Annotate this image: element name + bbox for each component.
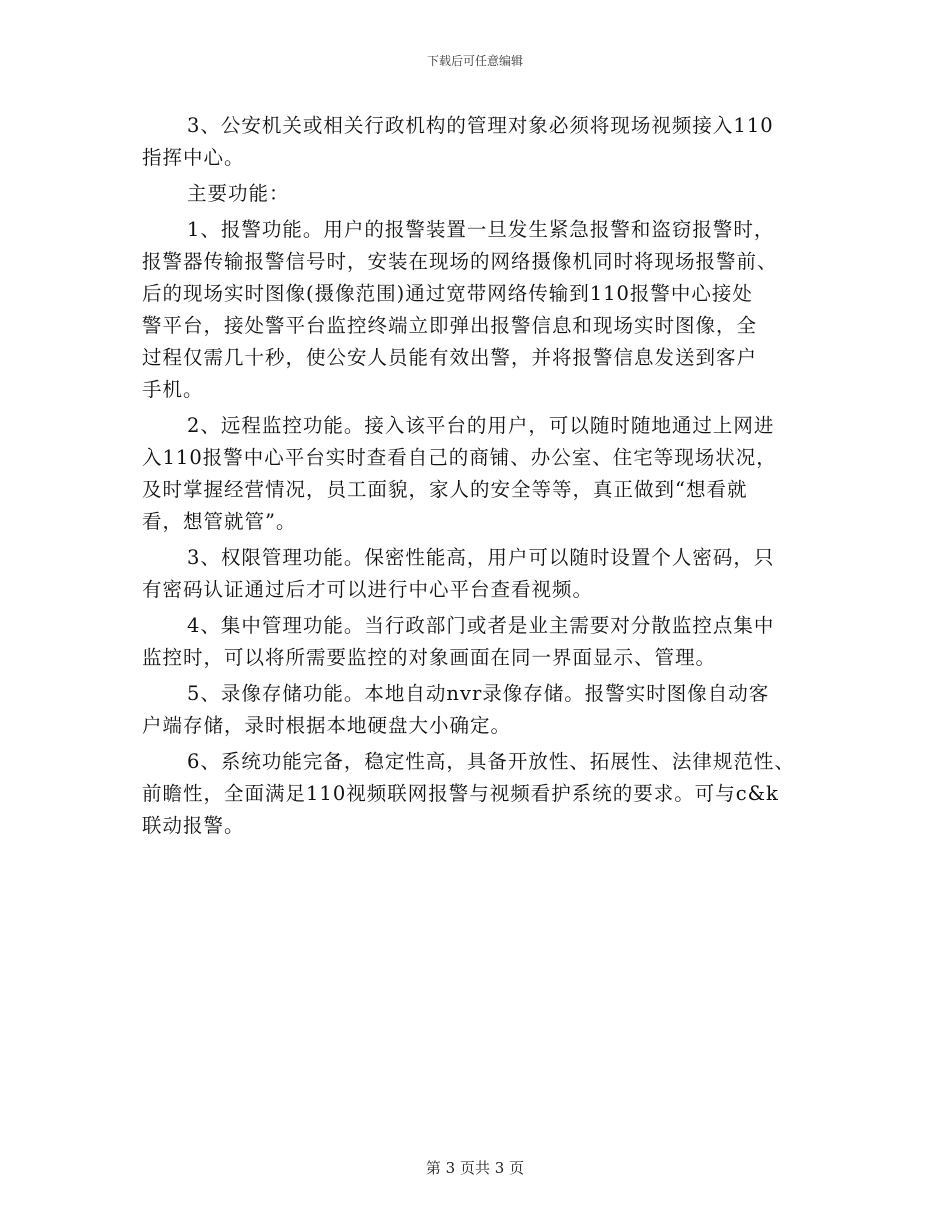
text-line: 及时掌握经营情况，员工面貌，家人的安全等等，真正做到“想看就 <box>142 478 748 501</box>
text-line: 3、公安机关或相关行政机构的管理对象必须将现场视频接入110 <box>187 114 774 137</box>
text-line: 5、录像存储功能。本地自动nvr录像存储。报警实时图像自动客 <box>187 682 770 705</box>
text-line: 户端存储，录时根据本地硬盘大小确定。 <box>142 714 512 737</box>
text-line: 报警器传输报警信号时，安装在现场的网络摄像机同时将现场报警前、 <box>142 250 778 273</box>
document-body <box>142 110 814 842</box>
text-line: 后的现场实时图像(摄像范围)通过宽带网络传输到110报警中心接处 <box>142 282 753 305</box>
text-line: 警平台，接处警平台监控终端立即弹出报警信息和现场实时图像，全 <box>142 314 758 337</box>
text-line: 2、远程监控功能。接入该平台的用户，可以随时随地通过上网进 <box>187 414 775 437</box>
text-line: 有密码认证通过后才可以进行中心平台查看视频。 <box>142 578 594 601</box>
text-line: 过程仅需几十秒，使公安人员能有效出警，并将报警信息发送到客户 <box>142 346 758 369</box>
text-line: 看，想管就管”。 <box>142 510 297 533</box>
text-line: 指挥中心。 <box>142 146 245 169</box>
page-header: 下载后可任意编辑 <box>426 54 523 68</box>
text-line: 监控时，可以将所需要监控的对象画面在同一界面显示、管理。 <box>142 646 717 669</box>
text-line: 1、报警功能。用户的报警装置一旦发生紧急报警和盗窃报警时， <box>187 218 775 241</box>
text-line: 前瞻性，全面满足110视频联网报警与视频看护系统的要求。可与c&k <box>142 782 779 805</box>
text-line: 4、集中管理功能。当行政部门或者是业主需要对分散监控点集中 <box>187 614 775 637</box>
text-line: 手机。 <box>142 378 204 401</box>
section-heading: 主要功能： <box>187 182 290 205</box>
page-footer: 第 3 页共 3 页 <box>425 1159 525 1177</box>
text-line: 6、系统功能完备，稳定性高，具备开放性、拓展性、法律规范性、 <box>187 750 795 773</box>
text-line: 入110报警中心平台实时查看自己的商铺、办公室、住宅等现场状况， <box>142 446 777 469</box>
text-line: 联动报警。 <box>142 814 245 837</box>
text-line: 3、权限管理功能。保密性能高，用户可以随时设置个人密码，只 <box>187 546 775 569</box>
